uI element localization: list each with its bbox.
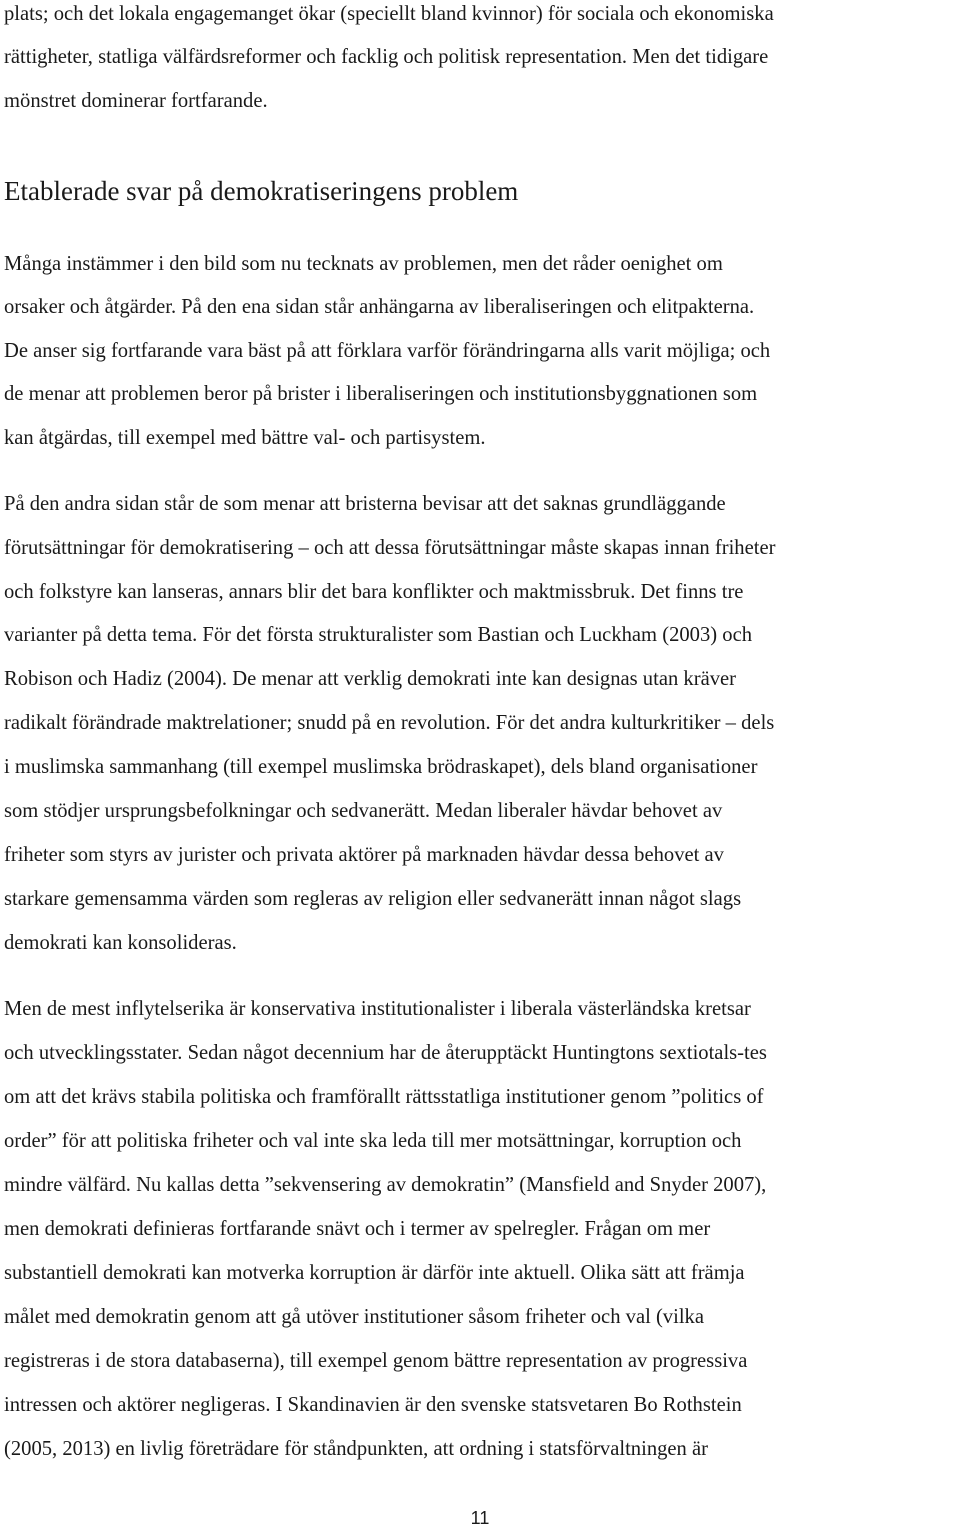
- paragraph-line: och folkstyre kan lanseras, annars blir det bara konflikter och maktmissbruk. Det finns tre: [4, 581, 744, 603]
- paragraph-line: order” för att politiska friheter och val inte ska leda till mer motsättningar, korruption och: [4, 1130, 742, 1152]
- paragraph-line: om att det krävs stabila politiska och framförallt rättsstatliga institutioner genom ”politics of: [4, 1086, 764, 1108]
- paragraph-line: friheter som styrs av jurister och privata aktörer på marknaden hävdar dessa behovet av: [4, 844, 724, 866]
- paragraph-line: radikalt förändrade maktrelationer; snudd på en revolution. För det andra kulturkritiker – dels: [4, 712, 775, 734]
- paragraph-line: varianter på detta tema. För det första strukturalister som Bastian och Luckham (2003) och: [4, 624, 753, 646]
- paragraph-line: demokrati kan konsolideras.: [4, 932, 237, 954]
- paragraph-line: Men de mest inflytelserika är konservativa institutionalister i liberala västerländska kretsar: [4, 998, 751, 1020]
- section-heading: Etablerade svar på demokratiseringens problem: [4, 176, 519, 206]
- paragraph-line: kan åtgärdas, till exempel med bättre val- och partisystem.: [4, 427, 486, 449]
- intro-line: plats; och det lokala engagemanget ökar (speciellt bland kvinnor) för sociala och ekonomiska: [4, 3, 774, 25]
- paragraph-line: förutsättningar för demokratisering – och att dessa förutsättningar måste skapas innan friheter: [4, 537, 776, 559]
- paragraph-line: (2005, 2013) en livlig företrädare för ståndpunkten, att ordning i statsförvaltningen är: [4, 1438, 708, 1460]
- paragraph-line: intressen och aktörer negligeras. I Skandinavien är den svenske statsvetaren Bo Rothstein: [4, 1394, 742, 1416]
- intro-line: rättigheter, statliga välfärdsreformer och facklig och politisk representation. Men det tidigare: [4, 46, 769, 68]
- paragraph-line: men demokrati definieras fortfarande snävt och i termer av spelregler. Frågan om mer: [4, 1218, 711, 1240]
- document-page: [4, 0, 956, 1528]
- paragraph-line: substantiell demokrati kan motverka korruption är därför inte aktuell. Olika sätt att främja: [4, 1262, 745, 1284]
- paragraph-line: och utvecklingsstater. Sedan något decennium har de återupptäckt Huntingtons sextiotals-tes: [4, 1042, 767, 1064]
- paragraph-line: De anser sig fortfarande vara bäst på att förklara varför förändringarna alls varit möjliga; och: [4, 340, 771, 362]
- paragraph-line: På den andra sidan står de som menar att bristerna bevisar att det saknas grundläggande: [4, 493, 726, 515]
- paragraph-line: målet med demokratin genom att gå utöver institutioner såsom friheter och val (vilka: [4, 1306, 704, 1328]
- paragraph-line: som stödjer ursprungsbefolkningar och sedvanerätt. Medan liberaler hävdar behovet av: [4, 800, 723, 822]
- page-number: 11: [470, 1508, 490, 1528]
- intro-line: mönstret dominerar fortfarande.: [4, 90, 268, 112]
- paragraph-line: orsaker och åtgärder. På den ena sidan står anhängarna av liberaliseringen och elitpakterna.: [4, 296, 755, 318]
- paragraph-line: de menar att problemen beror på brister i liberaliseringen och institutionsbyggnationen som: [4, 383, 758, 405]
- paragraph-line: mindre välfärd. Nu kallas detta ”sekvensering av demokratin” (Mansfield and Snyder 2007),: [4, 1174, 767, 1196]
- paragraph-line: registreras i de stora databaserna), till exempel genom bättre representation av progressiva: [4, 1350, 748, 1372]
- paragraph-line: starkare gemensamma värden som regleras av religion eller sedvanerätt innan något slags: [4, 888, 742, 910]
- paragraph-line: Robison och Hadiz (2004). De menar att verklig demokrati inte kan designas utan kräver: [4, 668, 737, 690]
- paragraph-line: i muslimska sammanhang (till exempel muslimska brödraskapet), dels bland organisationer: [4, 756, 758, 778]
- paragraph-line: Många instämmer i den bild som nu tecknats av problemen, men det råder oenighet om: [4, 253, 723, 275]
